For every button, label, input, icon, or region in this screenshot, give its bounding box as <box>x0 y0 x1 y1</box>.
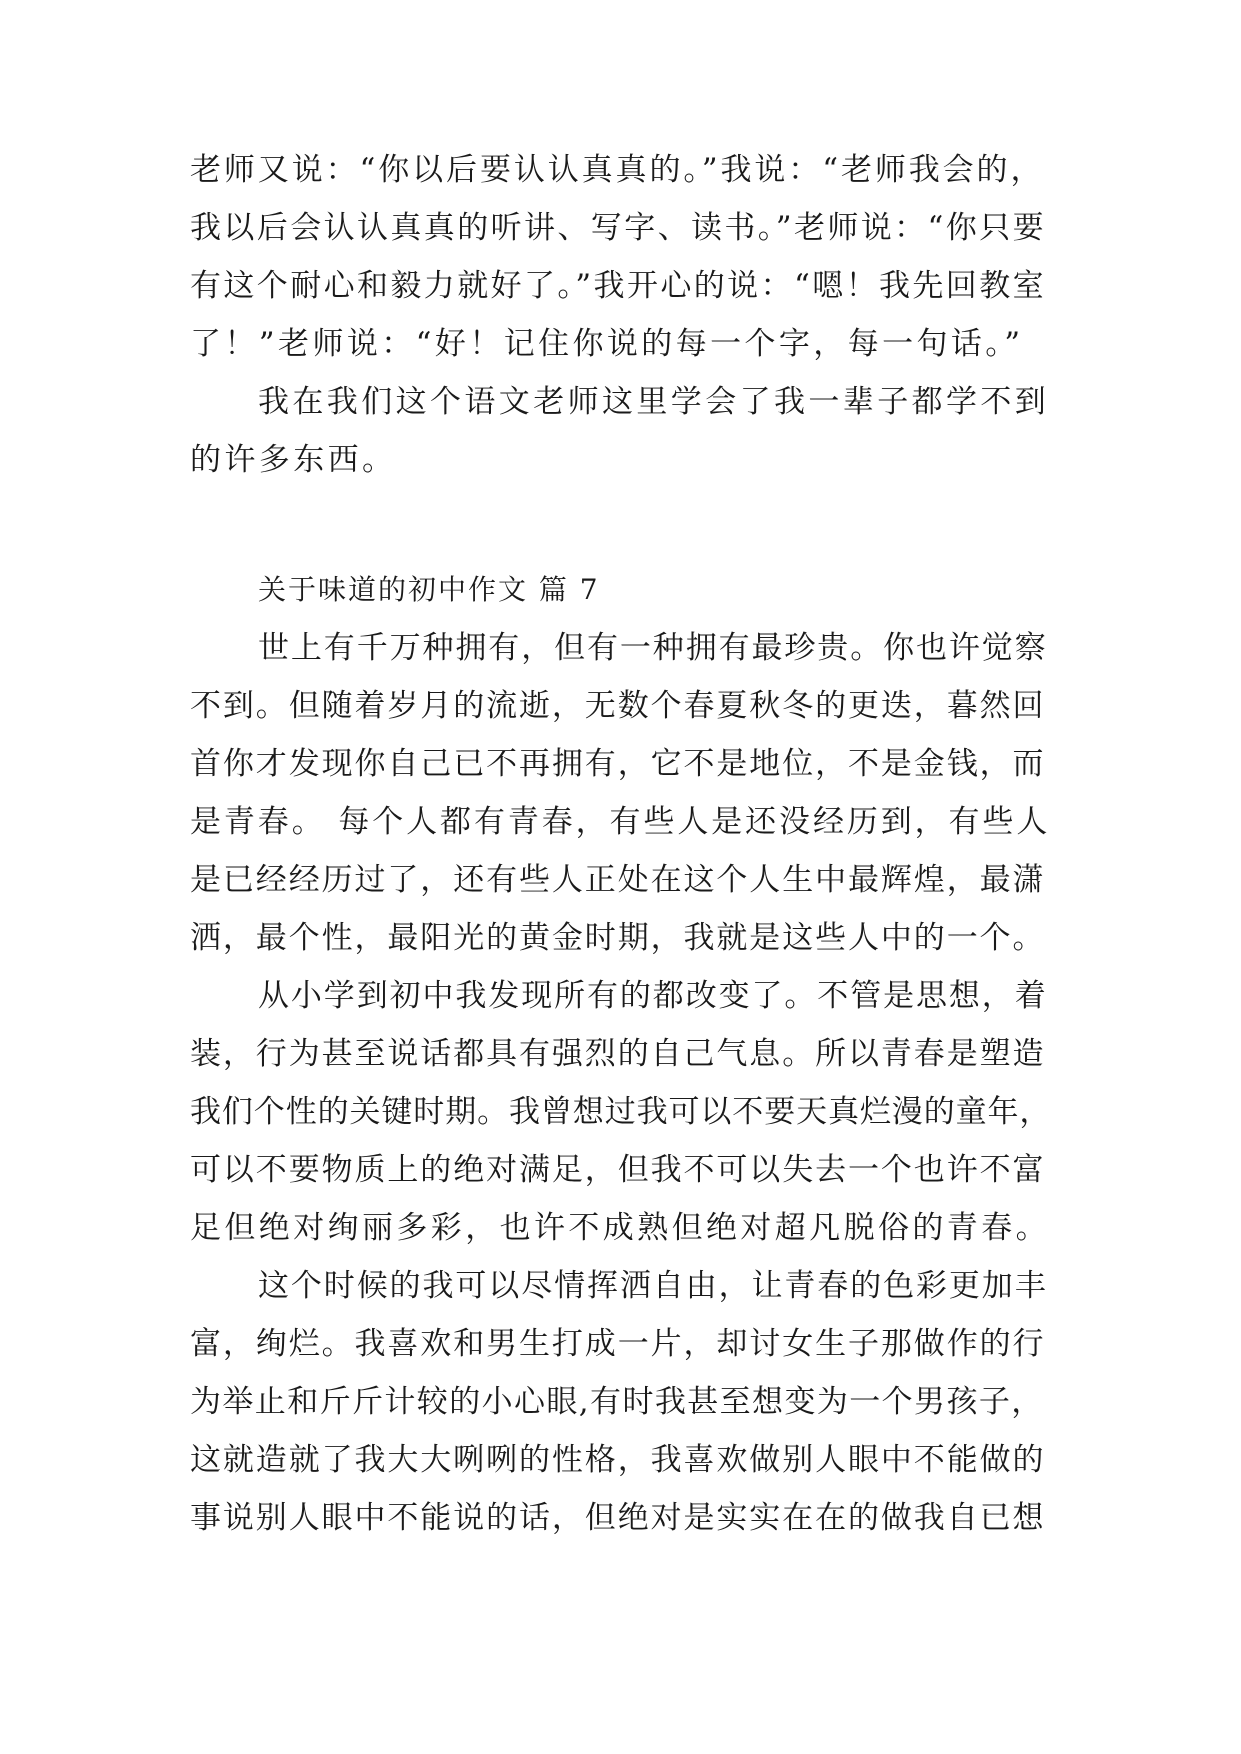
text-line: 这个时候的我可以尽情挥洒自由，让青春的色彩更加丰 <box>258 1268 1048 1304</box>
text-line: 的许多东西。 <box>190 442 397 478</box>
text-line: 为举止和斤斤计较的小心眼,有时我甚至想变为一个男孩子， <box>190 1384 1044 1420</box>
text-line: 是已经经历过了，还有些人正处在这个人生中最辉煌，最潇 <box>190 862 1046 898</box>
text-line: 有这个耐心和毅力就好了。”我开心的说：“嗯！我先回教室 <box>190 268 1046 304</box>
text-line: 可以不要物质上的绝对满足，但我不可以失去一个也许不富 <box>190 1152 1046 1188</box>
text-line: 事说别人眼中不能说的话，但绝对是实实在在的做我自已想 <box>190 1500 1046 1536</box>
text-line: 这就造就了我大大咧咧的性格，我喜欢做别人眼中不能做的 <box>190 1442 1046 1478</box>
text-line: 我们个性的关键时期。我曾想过我可以不要天真烂漫的童年， <box>190 1094 1052 1130</box>
text-line: 是青春。 每个人都有青春，有些人是还没经历到，有些人 <box>190 804 1051 840</box>
text-line: 洒，最个性，最阳光的黄金时期，我就是这些人中的一个。 <box>190 920 1046 956</box>
text-line: 我在我们这个语文老师这里学会了我一辈子都学不到 <box>258 384 1050 420</box>
text-line: 老师又说：“你以后要认认真真的。”我说：“老师我会的， <box>190 152 1045 188</box>
text-line: 世上有千万种拥有，但有一种拥有最珍贵。你也许觉察 <box>258 630 1048 666</box>
text-line: 富，绚烂。我喜欢和男生打成一片，却讨女生子那做作的行 <box>190 1326 1046 1362</box>
text-line: 我以后会认认真真的听讲、写字、读书。”老师说：“你只要 <box>190 210 1046 246</box>
text-line: 了！”老师说：“好！记住你说的每一个字，每一句话。” <box>190 326 1024 362</box>
text-line: 不到。但随着岁月的流逝，无数个春夏秋冬的更迭，暮然回 <box>190 688 1046 724</box>
text-line: 足但绝对绚丽多彩，也许不成熟但绝对超凡脱俗的青春。 <box>190 1210 1050 1246</box>
text-line: 装，行为甚至说话都具有强烈的自己气息。所以青春是塑造 <box>190 1036 1046 1072</box>
text-line: 从小学到初中我发现所有的都改变了。不管是思想，着 <box>258 978 1048 1014</box>
section-heading: 关于味道的初中作文 篇 7 <box>258 573 600 606</box>
text-line: 首你才发现你自己已不再拥有，它不是地位，不是金钱，而 <box>190 746 1046 782</box>
